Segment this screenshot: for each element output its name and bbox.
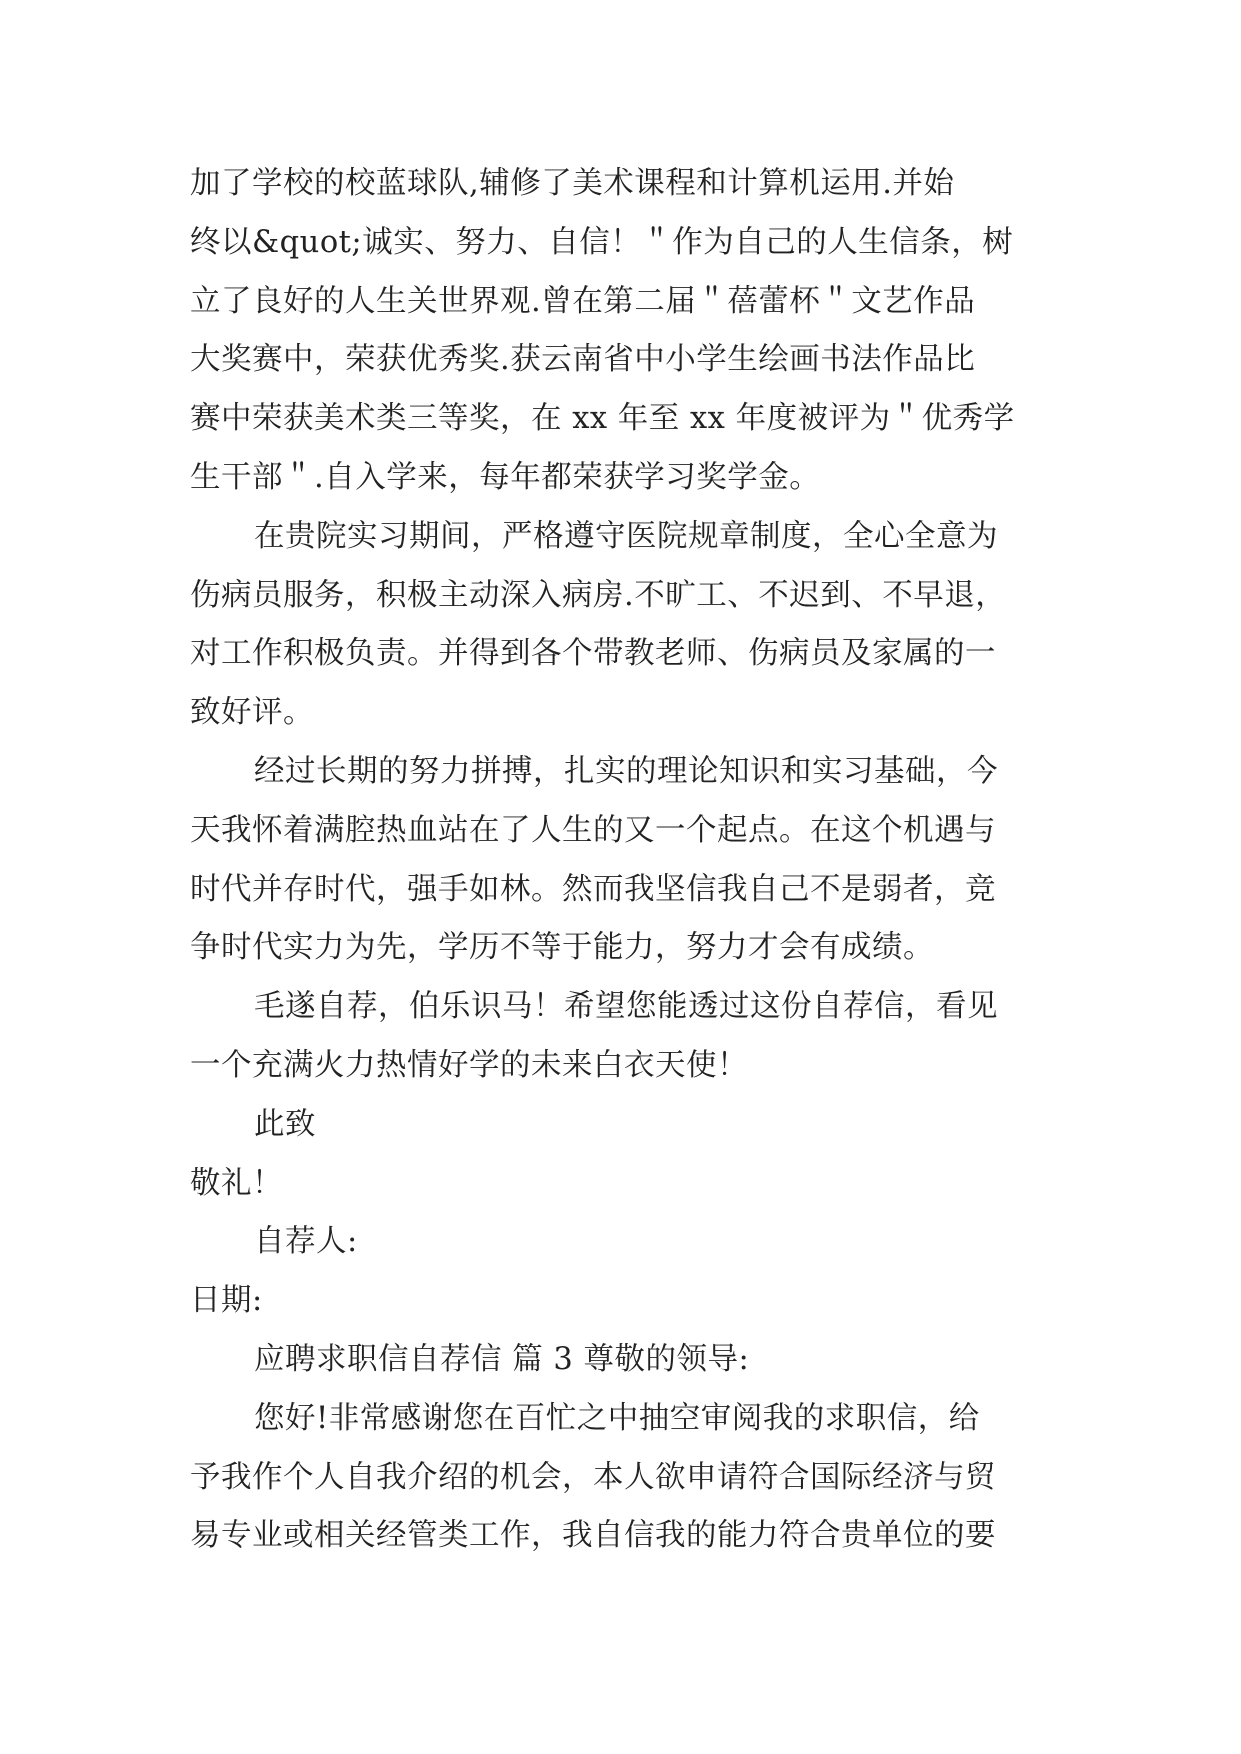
- text-line: 易专业或相关经管类工作，我自信我的能力符合贵单位的要: [190, 1518, 996, 1554]
- text-line: 大奖赛中，荣获优秀奖.获云南省中小学生绘画书法作品比: [190, 342, 976, 378]
- text-line: 立了良好的人生关世界观.曾在第二届＂蓓蕾杯＂文艺作品: [190, 283, 976, 319]
- text-line: 争时代实力为先，学历不等于能力，努力才会有成绩。: [190, 930, 934, 966]
- text-line: 在贵院实习期间，严格遵守医院规章制度，全心全意为: [254, 518, 998, 554]
- text-line: 赛中荣获美术类三等奖，在 xx 年至 xx 年度被评为＂优秀学: [190, 401, 1015, 437]
- text-line: 毛遂自荐，伯乐识马！希望您能透过这份自荐信，看见: [254, 989, 998, 1025]
- text-line: 经过长期的努力拼搏，扎实的理论知识和实习基础，今: [254, 753, 998, 789]
- text-line: 加了学校的校蓝球队,辅修了美术课程和计算机运用.并始: [190, 166, 955, 201]
- text-line: 敬礼！: [190, 1165, 283, 1201]
- text-line: 致好评。: [190, 695, 314, 731]
- text-line: 对工作积极负责。并得到各个带教老师、伤病员及家属的一: [190, 636, 996, 672]
- text-line: 予我作个人自我介绍的机会，本人欲申请符合国际经济与贸: [190, 1459, 996, 1495]
- text-line: 您好!非常感谢您在百忙之中抽空审阅我的求职信，给: [254, 1400, 980, 1436]
- text-line: 应聘求职信自荐信 篇 3 尊敬的领导:: [254, 1341, 750, 1377]
- document-body: [190, 155, 1070, 1566]
- text-line: 时代并存时代，强手如林。然而我坚信我自己不是弱者，竞: [190, 871, 996, 907]
- text-line: 日期:: [190, 1283, 263, 1319]
- text-line: 天我怀着满腔热血站在了人生的又一个起点。在这个机遇与: [190, 812, 996, 848]
- text-line: 此致: [254, 1106, 316, 1142]
- text-line: 伤病员服务，积极主动深入病房.不旷工、不迟到、不早退，: [190, 577, 1007, 613]
- text-line: 终以&quot;诚实、努力、自信！＂作为自己的人生信条，树: [190, 224, 1014, 260]
- text-line: 自荐人:: [254, 1224, 358, 1260]
- text-line: 一个充满火力热情好学的未来白衣天使！: [190, 1047, 748, 1083]
- text-line: 生干部＂.自入学来，每年都荣获学习奖学金。: [190, 459, 821, 495]
